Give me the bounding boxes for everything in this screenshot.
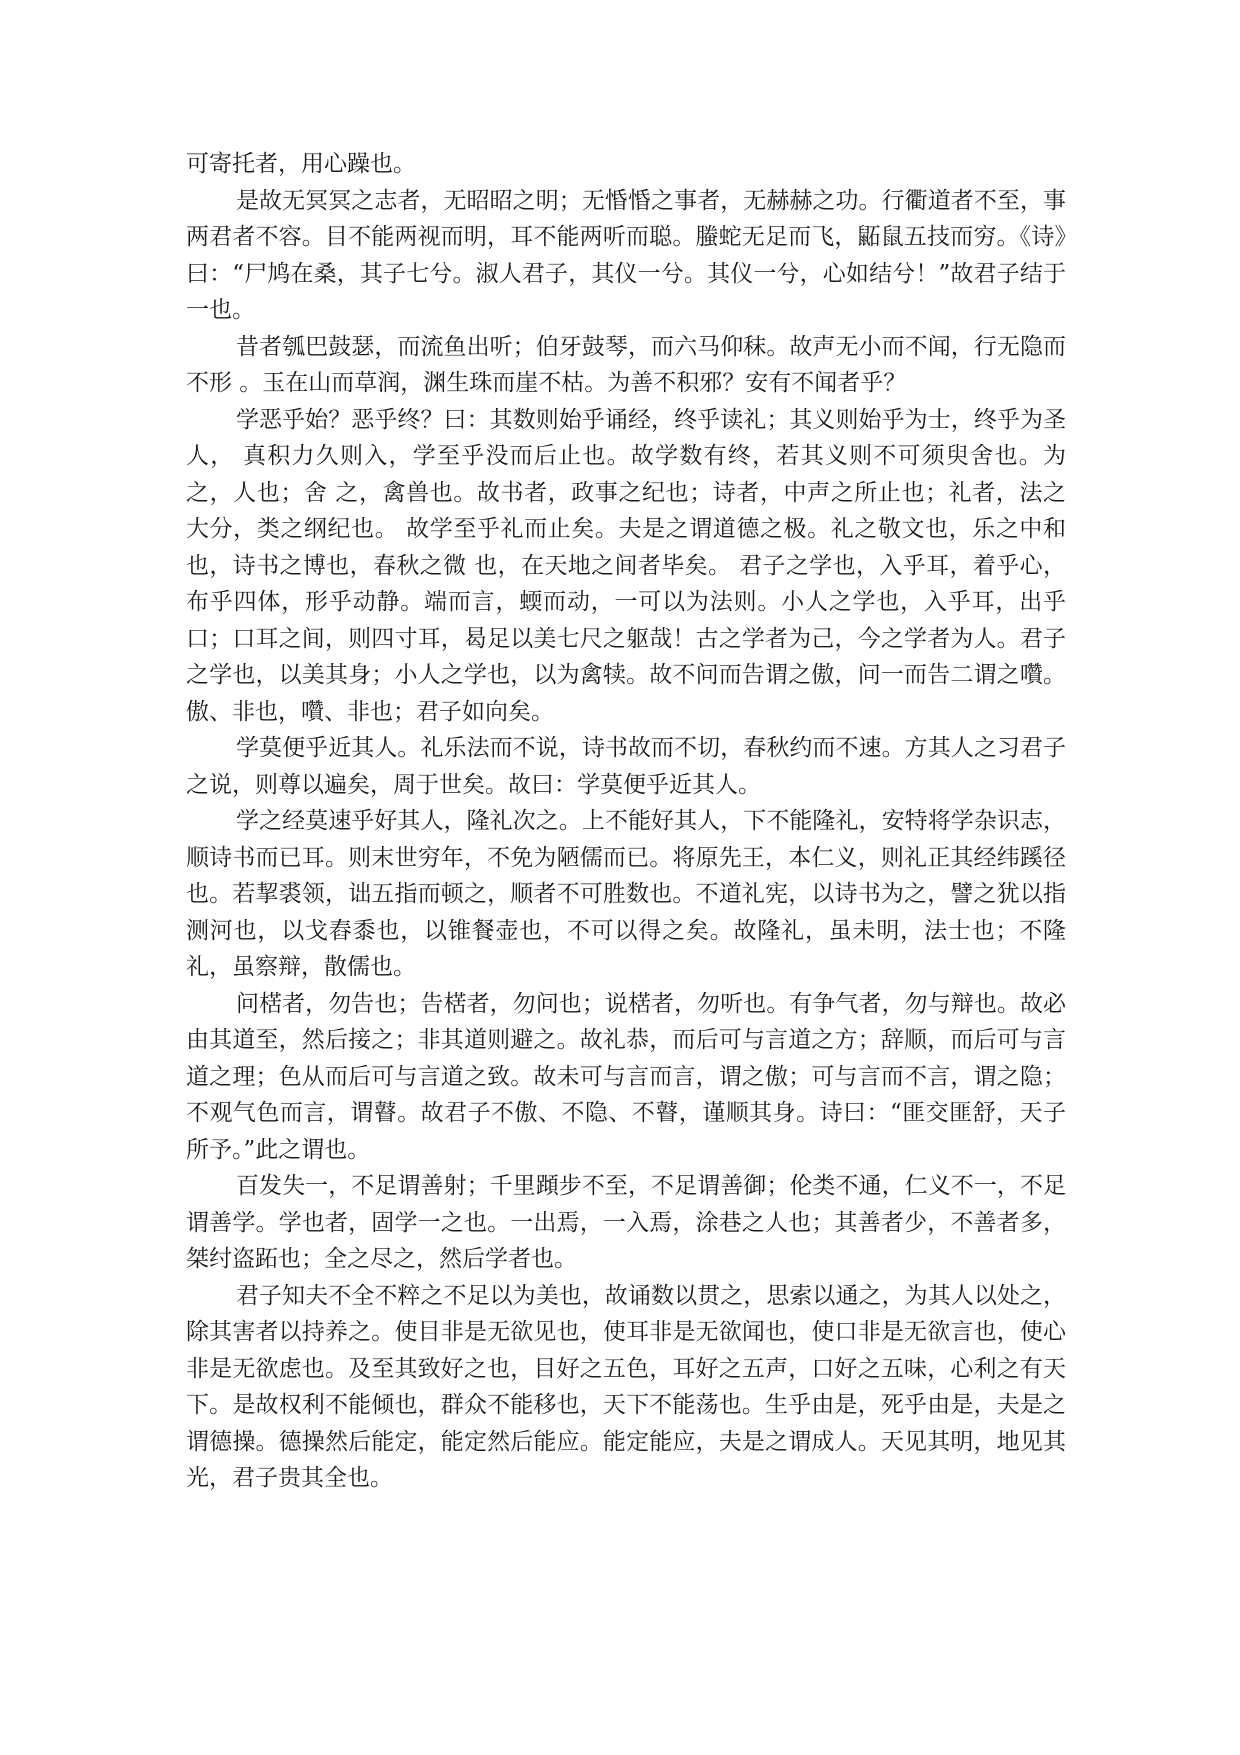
paragraph-near-the-person: 学莫便乎近其人。礼乐法而不说，诗书故而不切，春秋约而不速。方其人之习君子之说，则尊以遍矣，周于世矣。故曰：学莫便乎近其人。 [186, 735, 1066, 798]
document-page [186, 146, 1066, 1497]
paragraph-hu-ba-bo-ya: 昔者瓠巴鼓瑟，而流鱼出听；伯牙鼓琴，而六马仰秣。故声无小而不闻，行无隐而不形 。玉在山而草润，渊生珠而崖不枯。为善不积邪？安有不闻者乎？ [186, 333, 1066, 396]
paragraph-junzi-completeness: 君子知夫不全不粹之不足以为美也，故诵数以贯之，思索以通之，为其人以处之，除其害者以持养之。使目非是无欲见也，使耳非是无欲闻也，使口非是无欲言也，使心非是无欲虑也。及至其致好之也，目好之五色，耳好之五声，口好之五味，心利之有天下。是故权利不能倾也，群众不能移也，天下不能荡也。生乎由是，死乎由是，夫是之谓德操。德操然后能定，能定然后能应。能定能应，夫是之谓成人。天见其明，地见其光，君子贵其全也。 [186, 1282, 1066, 1491]
paragraph-where-learning-begins: 学恶乎始？恶乎终？曰：其数则始乎诵经，终乎读礼；其义则始乎为士，终乎为圣人， 真积力久则入，学至乎没而后止也。故学数有终，若其义则不可须臾舍也。为之，人也；舍 之，禽兽也。故书者，政事之纪也；诗者，中声之所止也；礼者，法之大分，类之纲纪也。 故学至乎礼而止矣。夫是之谓道德之极。礼之敬文也，乐之中和也，诗书之博也，春秋之微 也，在天地之间者毕矣。 君子之学也，入乎耳，着乎心，布乎四体，形乎动静。端而言，蝡而动，一可以为法则。小人之学也，入乎耳，出乎口；口耳之间，则四寸耳，曷足以美七尺之躯哉！古之学者为己，今之学者为人。君子之学也，以美其身；小人之学也，以为禽犊。故不问而告谓之傲，问一而告二谓之囋。傲、非也，囋、非也；君子如向矣。 [186, 406, 1066, 725]
paragraph-hundred-shots: 百发失一，不足谓善射；千里蹞步不至，不足谓善御；伦类不通，仁义不一，不足谓善学。学也者，固学一之也。一出焉，一入焉，涂巷之人也；其善者少，不善者多，桀纣盗跖也；全之尽之，然后学者也。 [186, 1173, 1066, 1272]
paragraph-love-the-person: 学之经莫速乎好其人，隆礼次之。上不能好其人，下不能隆礼，安特将学杂识志，顺诗书而已耳。则末世穷年，不免为陋儒而已。将原先王，本仁义，则礼正其经纬蹊径也。若挈裘领，诎五指而顿之，顺者不可胜数也。不道礼宪，以诗书为之，譬之犹以指测河也，以戈舂黍也，以锥餐壶也，不可以得之矣。故隆礼，虽未明，法士也；不隆礼，虽察辩，散儒也。 [186, 808, 1066, 980]
paragraph-continuation: 可寄托者，用心躁也。 [186, 151, 416, 177]
paragraph-single-mindedness: 是故无冥冥之志者，无昭昭之明；无惛惛之事者，无赫赫之功。行衢道者不至，事两君者不容。目不能两视而明，耳不能两听而聪。螣蛇无足而飞，鼫鼠五技而穷。《诗》曰：“尸鸠在桑，其子七兮。淑人君子，其仪一兮。其仪一兮，心如结兮！”故君子结于一也。 [186, 187, 1066, 323]
paragraph-improper-questions: 问楛者，勿告也；告楛者，勿问也；说楛者，勿听也。有争气者，勿与辩也。故必由其道至，然后接之；非其道则避之。故礼恭，而后可与言道之方；辞顺，而后可与言道之理；色从而后可与言道之致。故未可与言而言，谓之傲；可与言而不言，谓之隐；不观气色而言，谓瞽。故君子不傲、不隐、不瞽，谨顺其身。诗曰：“匪交匪舒，天子所予。”此之谓也。 [186, 990, 1066, 1163]
